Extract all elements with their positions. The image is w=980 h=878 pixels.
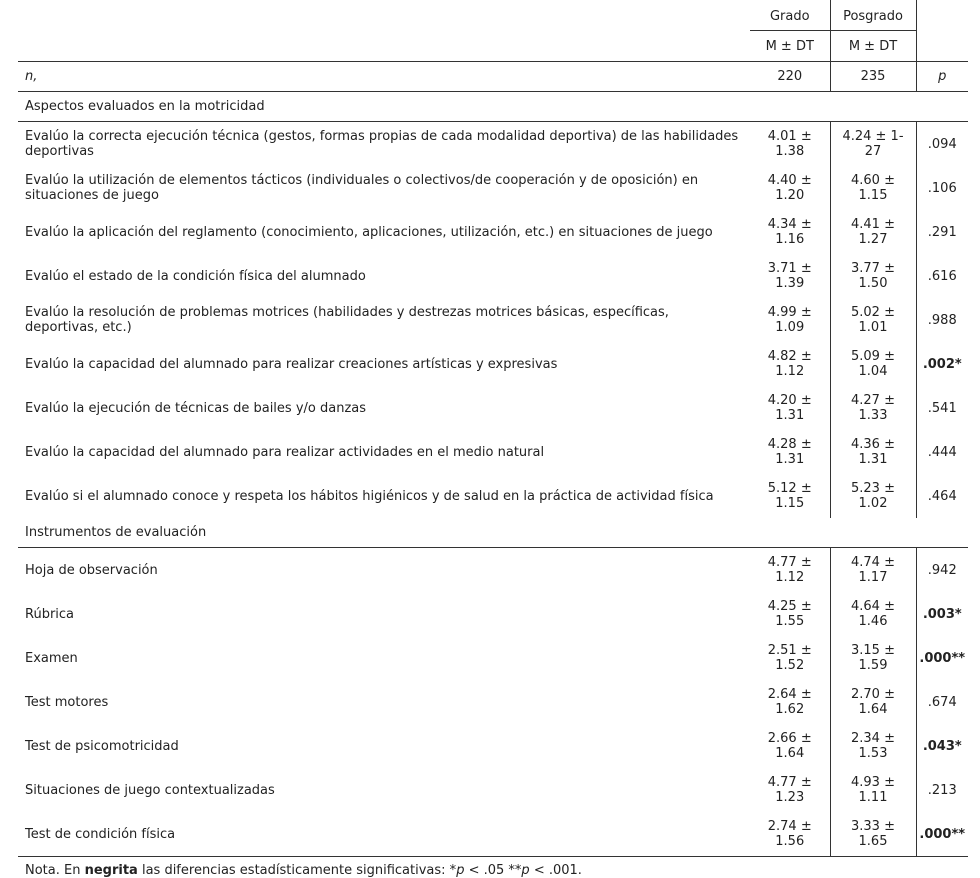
p-value: .674 <box>927 694 957 710</box>
grado-value <box>750 636 830 680</box>
posgrado-mean: 2.34 ± <box>851 731 895 746</box>
posgrado-sd: 1.65 <box>858 834 888 849</box>
posgrado-sd: 1.64 <box>858 702 888 717</box>
header-stat-grado: M ± DT <box>750 31 830 62</box>
posgrado-mean: 4.74 ± <box>851 555 895 570</box>
row-label: Test de psicomotricidad <box>25 738 179 754</box>
row-label: Hoja de observación <box>25 562 158 578</box>
p-value: .444 <box>927 444 957 460</box>
row-label: Evalúo la ejecución de técnicas de bailes y/o danzas <box>25 400 367 416</box>
row-label: Evalúo la utilización de elementos tácticos (individuales o colectivos/de cooperación y de oposición) en situaciones de juego <box>25 173 699 203</box>
posgrado-value <box>830 680 916 724</box>
note-p1: p <box>456 863 465 878</box>
section-header <box>18 518 968 548</box>
grado-mean: 3.71 ± <box>767 261 812 276</box>
posgrado-mean: 4.64 ± <box>851 599 895 614</box>
p-value: .094 <box>927 136 957 152</box>
row-label: Examen <box>25 650 78 666</box>
grado-mean: 4.28 ± <box>767 437 812 452</box>
grado-sd: 1.12 <box>775 570 805 585</box>
posgrado-sd: 1.02 <box>858 496 888 511</box>
grado-sd: 1.56 <box>775 834 805 849</box>
note-prefix: Nota. En <box>25 863 85 878</box>
n-grado: 220 <box>750 62 830 92</box>
posgrado-sd: 1.31 <box>858 452 888 467</box>
header-stat-posgrado: M ± DT <box>830 31 916 62</box>
posgrado-mean: 4.60 ± <box>851 173 895 188</box>
grado-sd: 1.16 <box>775 232 805 247</box>
note-p2: p <box>521 863 530 878</box>
grado-sd: 1.39 <box>775 276 805 291</box>
grado-mean: 4.34 ± <box>767 217 812 232</box>
grado-value <box>750 812 830 857</box>
row-label: Evalúo la resolución de problemas motrices (habilidades y destrezas motrices básicas, específicas, deportivas, etc.) <box>25 305 669 335</box>
posgrado-mean: 4.27 ± <box>851 393 895 408</box>
posgrado-mean: 4.41 ± <box>851 217 895 232</box>
section-header <box>18 92 968 122</box>
posgrado-mean: 4.36 ± <box>851 437 895 452</box>
posgrado-value <box>830 386 916 430</box>
posgrado-mean: 2.70 ± <box>851 687 895 702</box>
row-label: Test motores <box>25 694 109 710</box>
row-label: Evalúo si el alumnado conoce y respeta los hábitos higiénicos y de salud en la práctica de actividad física <box>25 488 714 504</box>
posgrado-sd: 27 <box>864 144 882 159</box>
p-value: .616 <box>927 268 957 284</box>
posgrado-sd: 1.53 <box>858 746 888 761</box>
table-row <box>18 430 968 474</box>
header-posgrado: Posgrado <box>830 0 916 31</box>
p-value: .213 <box>927 782 957 798</box>
posgrado-sd: 1.50 <box>858 276 888 291</box>
posgrado-sd: 1.59 <box>858 658 888 673</box>
results-table-container <box>18 0 968 878</box>
grado-mean: 4.77 ± <box>767 555 812 570</box>
header-empty <box>18 31 750 62</box>
p-value: .291 <box>927 224 957 240</box>
header-empty <box>18 0 750 31</box>
grado-sd: 1.52 <box>775 658 805 673</box>
posgrado-value <box>830 122 916 167</box>
header-grado: Grado <box>750 0 830 31</box>
grado-mean: 4.99 ± <box>767 305 812 320</box>
note-suffix: < .001. <box>529 863 582 878</box>
grado-sd: 1.62 <box>775 702 805 717</box>
header-row-stats <box>18 31 968 62</box>
grado-value <box>750 548 830 593</box>
grado-sd: 1.31 <box>775 452 805 467</box>
row-label: Evalúo la correcta ejecución técnica (gestos, formas propias de cada modalidad deportiva) de las habilidades deportivas <box>25 129 739 159</box>
posgrado-sd: 1.46 <box>858 614 888 629</box>
posgrado-mean: 4.24 ± 1- <box>842 129 904 144</box>
p-value: .541 <box>927 400 957 416</box>
grado-value <box>750 342 830 386</box>
posgrado-value <box>830 592 916 636</box>
p-value: .000** <box>919 650 966 666</box>
grado-value <box>750 166 830 210</box>
grado-mean: 4.77 ± <box>767 775 812 790</box>
grado-mean: 4.82 ± <box>767 349 812 364</box>
table-row <box>18 254 968 298</box>
grado-value <box>750 122 830 167</box>
table-row <box>18 680 968 724</box>
grado-value <box>750 680 830 724</box>
grado-value <box>750 386 830 430</box>
row-label: Evalúo la capacidad del alumnado para realizar actividades en el medio natural <box>25 444 545 460</box>
posgrado-mean: 3.15 ± <box>851 643 895 658</box>
grado-value <box>750 298 830 342</box>
posgrado-value <box>830 636 916 680</box>
row-label: Evalúo la capacidad del alumnado para realizar creaciones artísticas y expresivas <box>25 356 558 372</box>
p-value: .000** <box>916 812 968 857</box>
grado-value <box>750 210 830 254</box>
grado-sd: 1.09 <box>775 320 805 335</box>
posgrado-sd: 1.15 <box>858 188 888 203</box>
grado-mean: 2.74 ± <box>767 819 812 834</box>
table-row <box>18 210 968 254</box>
results-table <box>18 0 968 857</box>
table-row <box>18 342 968 386</box>
p-value: .942 <box>927 562 957 578</box>
grado-sd: 1.31 <box>775 408 805 423</box>
table-row <box>18 474 968 518</box>
row-label: Test de condición física <box>18 812 750 857</box>
grado-mean: 4.40 ± <box>767 173 812 188</box>
grado-value <box>750 768 830 812</box>
grado-sd: 1.20 <box>775 188 805 203</box>
p-value: .003* <box>922 606 962 622</box>
grado-sd: 1.15 <box>775 496 805 511</box>
posgrado-value <box>830 210 916 254</box>
n-label: n, <box>18 62 750 92</box>
p-value: .988 <box>927 312 957 328</box>
note-bold: negrita <box>84 863 138 878</box>
grado-sd: 1.55 <box>775 614 805 629</box>
grado-value <box>750 592 830 636</box>
posgrado-value <box>830 474 916 518</box>
table-row <box>18 768 968 812</box>
posgrado-sd: 1.17 <box>858 570 888 585</box>
posgrado-sd: 1.27 <box>858 232 888 247</box>
table-row <box>18 548 968 593</box>
grado-mean: 4.25 ± <box>767 599 812 614</box>
posgrado-sd: 1.11 <box>858 790 888 805</box>
posgrado-value <box>830 768 916 812</box>
table-row <box>18 636 968 680</box>
table-row <box>18 166 968 210</box>
grado-value <box>750 474 830 518</box>
posgrado-value <box>830 430 916 474</box>
grado-mean: 5.12 ± <box>767 481 812 496</box>
note-mid2: < .05 ** <box>464 863 522 878</box>
p-value: .106 <box>927 180 957 196</box>
grado-mean: 4.01 ± <box>767 129 812 144</box>
posgrado-value <box>830 298 916 342</box>
posgrado-mean: 5.02 ± <box>851 305 895 320</box>
header-empty-p <box>916 31 968 62</box>
posgrado-mean: 3.33 ± <box>851 819 895 834</box>
posgrado-sd: 1.04 <box>858 364 888 379</box>
n-posgrado: 235 <box>830 62 916 92</box>
grado-sd: 1.38 <box>775 144 805 159</box>
table-row <box>18 812 968 857</box>
posgrado-mean: 5.09 ± <box>851 349 895 364</box>
posgrado-value <box>830 166 916 210</box>
posgrado-value <box>830 724 916 768</box>
posgrado-mean: 5.23 ± <box>851 481 895 496</box>
p-value: .043* <box>922 738 962 754</box>
row-label: Rúbrica <box>25 606 75 622</box>
row-label: Situaciones de juego contextualizadas <box>25 782 275 798</box>
table-row <box>18 724 968 768</box>
posgrado-value <box>830 342 916 386</box>
posgrado-value <box>830 812 916 857</box>
grado-mean: 2.66 ± <box>767 731 812 746</box>
grado-value <box>750 254 830 298</box>
note-middle: las diferencias estadísticamente significativas: * <box>137 863 457 878</box>
posgrado-mean: 3.77 ± <box>851 261 895 276</box>
sample-size-row <box>18 62 968 92</box>
table-row <box>18 298 968 342</box>
section-title: Instrumentos de evaluación <box>18 518 968 548</box>
section-title: Aspectos evaluados en la motricidad <box>18 92 968 122</box>
grado-mean: 2.51 ± <box>767 643 812 658</box>
table-note <box>18 863 968 878</box>
header-empty-p <box>916 0 968 31</box>
grado-sd: 1.12 <box>775 364 805 379</box>
grado-mean: 2.64 ± <box>767 687 812 702</box>
table-row <box>18 592 968 636</box>
table-row <box>18 122 968 167</box>
posgrado-value <box>830 254 916 298</box>
posgrado-sd: 1.33 <box>858 408 888 423</box>
row-label: Evalúo la aplicación del reglamento (conocimiento, aplicaciones, utilización, etc.) en situaciones de juego <box>25 224 713 240</box>
p-value: .464 <box>927 488 957 504</box>
posgrado-value <box>830 548 916 593</box>
grado-sd: 1.23 <box>775 790 805 805</box>
table-row <box>18 386 968 430</box>
p-value: .002* <box>922 356 962 372</box>
row-label: Evalúo el estado de la condición física del alumnado <box>25 268 366 284</box>
header-row-groups <box>18 0 968 31</box>
grado-value <box>750 430 830 474</box>
p-header: p <box>916 62 968 92</box>
posgrado-mean: 4.93 ± <box>851 775 895 790</box>
grado-mean: 4.20 ± <box>767 393 812 408</box>
grado-value <box>750 724 830 768</box>
posgrado-sd: 1.01 <box>858 320 888 335</box>
grado-sd: 1.64 <box>775 746 805 761</box>
